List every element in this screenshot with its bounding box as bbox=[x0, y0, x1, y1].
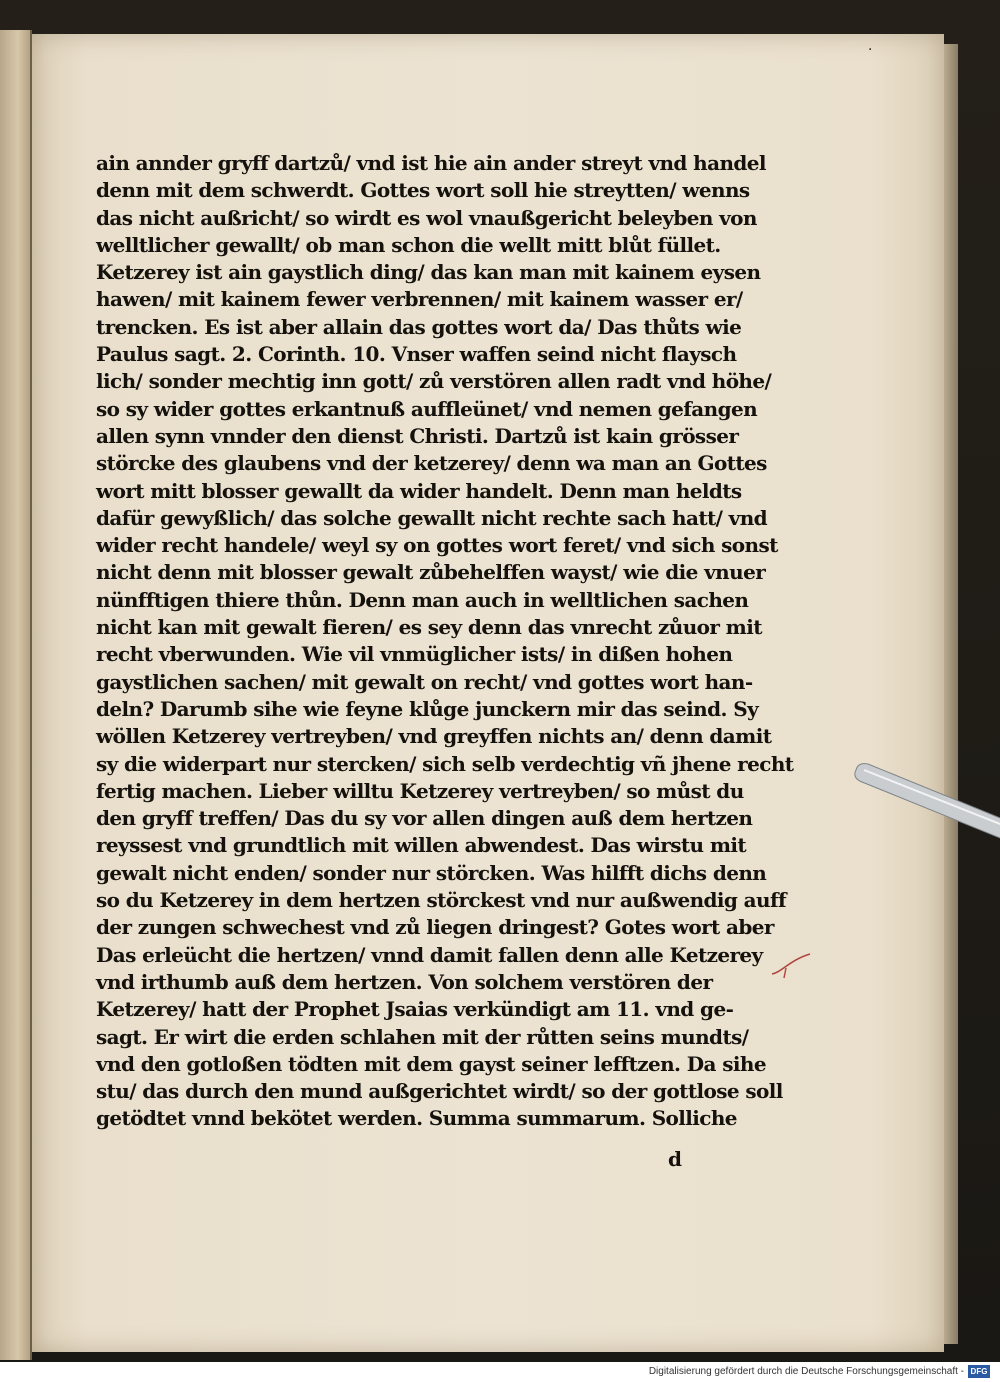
text-line: gewalt nicht enden/ sonder nur störcken. Was hilfft dichs denn bbox=[96, 860, 767, 885]
text-line: Ketzerey/ hatt der Prophet Jsaias verkündigt am 11. vnd ge- bbox=[96, 997, 734, 1022]
text-line: trencken. Es ist aber allain das gottes wort da/ Das thůts wie bbox=[96, 314, 742, 339]
page-text bbox=[96, 150, 794, 1133]
text-line: hawen/ mit kainem fewer verbrennen/ mit kainem wasser er/ bbox=[96, 287, 743, 312]
text-line: den gryff treffen/ Das du sy vor allen dingen auß dem hertzen bbox=[96, 806, 753, 831]
text-line: lich/ sonder mechtig inn gott/ zů verstören allen radt vnd höhe/ bbox=[96, 369, 772, 394]
right-page-edge bbox=[944, 44, 958, 1344]
text-line: nicht kan mit gewalt fieren/ es sey denn das vnrecht zůuor mit bbox=[96, 615, 762, 640]
text-line: getödtet vnnd bekötet werden. Summa summarum. Solliche bbox=[96, 1106, 737, 1131]
text-line: allen synn vnnder den dienst Christi. Dartzů ist kain grösser bbox=[96, 423, 739, 448]
text-line: so sy wider gottes erkantnuß auffleünet/ vnd nemen gefangen bbox=[96, 396, 758, 421]
text-line: so du Ketzerey in dem hertzen störckest vnd nur außwendig auff bbox=[96, 888, 786, 913]
text-line: dafür gewyßlich/ das solche gewallt nicht rechte sach hatt/ vnd bbox=[96, 505, 768, 530]
text-line: Das erleücht die hertzen/ vnnd damit fallen denn alle Ketzerey bbox=[96, 942, 763, 967]
text-line: vnd den gotloßen tödten mit dem gayst seiner lefftzen. Da sihe bbox=[96, 1051, 766, 1076]
text-line: reyssest vnd grundtlich mit willen abwendest. Das wirstu mit bbox=[96, 833, 747, 858]
text-line: sy die widerpart nur stercken/ sich selb verdechtig vñ jhene recht bbox=[96, 751, 794, 776]
left-page-edge bbox=[0, 30, 32, 1360]
text-line: stu/ das durch den mund außgerichtet wirdt/ so der gottlose soll bbox=[96, 1079, 783, 1104]
text-line: wort mitt blosser gewallt da wider handelt. Denn man heldts bbox=[96, 478, 742, 503]
text-line: Ketzerey ist ain gaystlich ding/ das kan man mit kainem eysen bbox=[96, 260, 761, 285]
text-line: denn mit dem schwerdt. Gottes wort soll hie streytten/ wenns bbox=[96, 178, 750, 203]
text-line: recht vberwunden. Wie vil vnmüglicher ists/ in dißen hohen bbox=[96, 642, 733, 667]
text-line: vnd irthumb auß dem hertzen. Von solchem verstören der bbox=[96, 969, 713, 994]
text-line: deln? Darumb sihe wie feyne klůge junckern mir das seind. Sy bbox=[96, 696, 759, 721]
corner-mark: . bbox=[868, 38, 873, 54]
text-line: welltlicher gewallt/ ob man schon die wellt mitt blůt füllet. bbox=[96, 232, 721, 257]
text-line: nünfftigen thiere thůn. Denn man auch in welltlichen sachen bbox=[96, 587, 749, 612]
text-line: störcke des glaubens vnd der ketzerey/ denn wa man an Gottes bbox=[96, 451, 767, 476]
text-line: ain annder gryff dartzů/ vnd ist hie ain ander streyt vnd handel bbox=[96, 151, 766, 175]
signature-mark: d bbox=[668, 1147, 682, 1171]
text-line: wöllen Ketzerey vertreyben/ vnd greyffen nichts an/ denn damit bbox=[96, 724, 772, 749]
text-line: Paulus sagt. 2. Corinth. 10. Vnser waffen seind nicht flaysch bbox=[96, 342, 737, 367]
text-line: wider recht handele/ weyl sy on gottes wort feret/ vnd sich sonst bbox=[96, 533, 778, 558]
text-line: der zungen schwechest vnd zů liegen dringest? Gotes wort aber bbox=[96, 915, 774, 940]
text-line: nicht denn mit blosser gewalt zůbehelffen wayst/ wie die vnuer bbox=[96, 560, 766, 585]
footer-credit: Digitalisierung gefördert durch die Deutsche Forschungsgemeinschaft - bbox=[648, 1366, 964, 1377]
dfg-logo: DFG bbox=[968, 1365, 990, 1378]
pointer-stick-icon bbox=[850, 760, 1000, 850]
pen-mark-icon bbox=[770, 950, 814, 980]
text-line: das nicht außricht/ so wirdt es wol vnaußgericht beleyben von bbox=[96, 205, 757, 230]
text-line: fertig machen. Lieber willtu Ketzerey vertreyben/ so můst du bbox=[96, 778, 744, 803]
text-line: sagt. Er wirt die erden schlahen mit der růtten seins mundts/ bbox=[96, 1024, 749, 1049]
text-line: gaystlichen sachen/ mit gewalt on recht/ vnd gottes wort han- bbox=[96, 669, 753, 694]
